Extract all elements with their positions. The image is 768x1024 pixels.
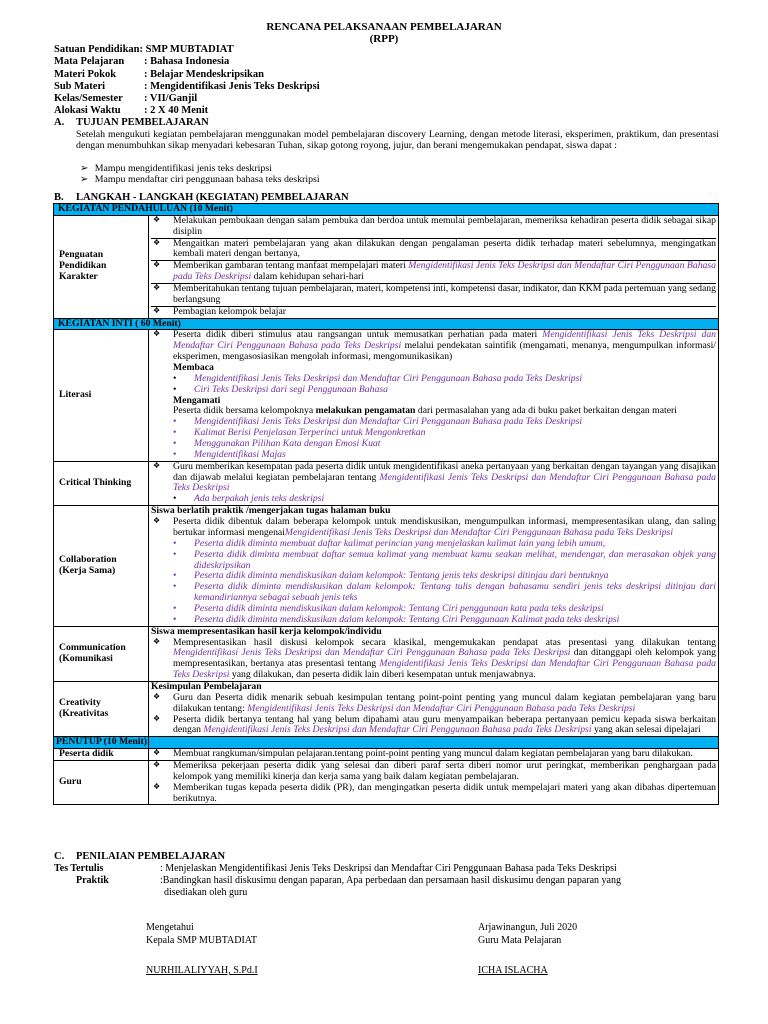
- literacy-activities: ❖ Peserta didik diberi stimulus atau rangsangan untuk memusatkan perhatian pada materi Mengidentifikasi Jenis Teks Deskripsi dan Mendaftar Ciri Penggunaan Bahasa pada Teks Deskripsi melalui pendekatan saintifik (mengamati, menanya, mengumpulkan informasi/ eksperimen, mengasosiasikan mengolah informasi, mengomunikasikan) Membaca • Mengidentifikasi Jenis Teks Deskripsi dan Mendaftar Ciri Penggunaan Bahasa pada Teks Deskripsi • Ciri Teks Deskripsi dari segi Penggunaan Bahasa Mengamati Peserta didik bersama kelompoknya melakukan pengamatan dari permasalahan yang ada di buku paket berkaitan dengan materi • Mengidentifikasi Jenis Teks Deskripsi dan Mendaftar Ciri Penggunaan Bahasa pada Teks Deskripsi • Kalimat Berisi Penjelasan Terperinci untuk Mengonkretkan • Menggunakan Pilihan Kata dengan Emosi Kuat • Mengidentifikasi Majas: [149, 330, 719, 461]
- section-b-title: LANGKAH - LANGKAH (KEGIATAN) PEMBELAJARAN: [76, 192, 349, 203]
- objective-item: [80, 174, 320, 186]
- teacher-closing-activities: ❖ Memeriksa pekerjaan peserta didik yang selesai dan diberi paraf serta diberi nomor urut peringkat, memberikan penghargaan pada kelompok yang memiliki kinerja dan kerja sama yang baik dalam kegiatan pembelajaran. ❖ Memberikan tugas kepada peserta didik (PR), dan mengingatkan peserta didik untuk mempelajari materi yang akan dibahas dipertemuan berikutnya.: [149, 760, 719, 804]
- student-label: Peserta didik: [54, 749, 149, 761]
- principal-name: NURHILALIYYAH, S.Pd.I: [146, 965, 258, 976]
- place-date: Arjawinangun, Juli 2020: [478, 922, 578, 933]
- character-label: Penguatan Pendidikan Karakter: [54, 215, 149, 318]
- creativity-activities: Kesimpulan Pembelajaran ❖ Guru dan Peserta didik menarik sebuah kesimpulan tentang point-point penting yang muncul dalam kegiatan pembelajaran yang baru dilakukan tentang: Mengidentifikasi Jenis Teks Deskripsi dan Mendaftar Ciri Penggunaan Bahasa pada Teks Deskripsi ❖ Peserta didik bertanya tentang hal yang belum dipahami atau guru menyampaikan beberapa pertanyaan pemicu kepada siswa berkaitan dengan Mengidentifikasi Jenis Teks Deskripsi dan Mendaftar Ciri Penggunaan Bahasa pada Teks Deskripsi yang akan selesai dipelajari: [149, 681, 719, 736]
- identity-block: [54, 44, 320, 118]
- activities-table: [53, 203, 719, 805]
- objective-item: [80, 163, 272, 175]
- communication-label: Communication (Komunikasi: [54, 626, 149, 681]
- time-label: Alokasi Waktu: [54, 105, 121, 117]
- subject-label: Mata Pelajaran: [54, 56, 125, 68]
- literacy-label: Literasi: [54, 330, 149, 461]
- time-value: : 2 X 40 Menit: [144, 105, 209, 117]
- topic-value: : Belajar Mendeskripsikan: [144, 68, 264, 80]
- critical-thinking-activities: ❖ Guru memberikan kesempatan pada peserta didik untuk mengidentifikasi aneka pertanyaan yang berkaitan dengan tayangan yang disajikan dan dijawab melalui kegiatan pembelajaran tentang Mengidentifikasi Jenis Teks Deskripsi dan Mendaftar Ciri Penggunaan Bahasa pada Teks Deskripsi • Ada berpakah jenis teks deskripsi: [149, 461, 719, 505]
- written-test-label: Tes Tertulis: [54, 863, 104, 874]
- diamond-icon: ❖: [153, 460, 161, 470]
- objective-intro: Setelah mengukuti kegiatan pembelajaran menggunakan model pembelajaran discovery Learning, dengan metode literasi, eksperimen, praktikum, dan presentasi dengan menumbuhkan sikap menyadari kebesaran Tuhan, sikap gotong royong, jujur, dan berani mengemukakan pendapat, siswa dapat :: [76, 129, 719, 152]
- core-header: KEGIATAN INTI ( 60 Menit): [54, 318, 719, 330]
- section-c-number: C.: [54, 851, 65, 862]
- written-test-value: : Menjelaskan Mengidentifikasi Jenis Teks Deskripsi dan Mendaftar Ciri Penggunaan Bahasa pada Teks Deskripsi: [160, 863, 617, 874]
- objective-item-text: Mampu mengidentifikasi jenis teks deskripsi: [94, 163, 272, 174]
- opening-activities: ❖ Melakukan pembukaan dengan salam pembuka dan berdoa untuk memulai pembelajaran, memeriksa kehadiran peserta didik sebagai sikap disiplin ❖ Mengaitkan materi pembelajaran yang akan dilakukan dengan pengalaman peserta didik terhadap materi sebelumnya, mengingatkan kembali materi dengan bertanya, ❖ Memberikan gambaran tentang manfaat mempelajari materi Mengidentifikasi Jenis Teks Deskripsi dan Mendaftar Ciri Penggunaan Bahasa pada Teks Deskripsi dalam kehidupan sehari-hari ❖ Memberitahukan tentang tujuan pembelajaran, materi, kompetensi inti, kompetensi dasar, indikator, dan KKM pada pertemuan yang sedang berlangsung ❖ Pembagian kelompok belajar: [149, 215, 719, 318]
- class-value: : VII/Ganjil: [144, 93, 198, 105]
- arrow-icon: ➢: [80, 163, 89, 174]
- bullet-icon: •: [173, 548, 177, 560]
- student-closing-activities: ❖ Membuat rangkuman/simpulan pelajaran.tentang point-point penting yang muncul dalam kegiatan pembelajaran yang baru dilakukan.: [149, 749, 719, 761]
- bullet-icon: •: [173, 438, 177, 450]
- document-title: RENCANA PELAKSANAAN PEMBELAJARAN: [266, 21, 502, 33]
- bullet-icon: •: [173, 372, 177, 384]
- creativity-label: Creativity (Kreativitas: [54, 681, 149, 736]
- diamond-icon: ❖: [153, 691, 161, 701]
- bullet-icon: •: [173, 383, 177, 395]
- practice-value-cont: disediakan oleh guru: [164, 887, 248, 898]
- subtopic-label: Sub Materi: [54, 80, 106, 92]
- diamond-icon: ❖: [153, 237, 161, 247]
- teacher-name: ICHA ISLACHA: [478, 965, 548, 976]
- diamond-icon: ❖: [153, 713, 161, 723]
- class-label: Kelas/Semester: [54, 93, 123, 105]
- teacher-title: Guru Mata Pelajaran: [478, 935, 562, 946]
- diamond-icon: ❖: [153, 283, 161, 293]
- bullet-icon: •: [173, 537, 177, 549]
- subtopic-value: : Mengidentifikasi Jenis Teks Deskripsi: [144, 80, 320, 92]
- diamond-icon: ❖: [153, 329, 161, 339]
- collaboration-label: Collaboration (Kerja Sama): [54, 506, 149, 626]
- diamond-icon: ❖: [153, 748, 161, 758]
- school-line: Satuan Pendidikan: SMP MUBTADIAT: [54, 44, 234, 55]
- practice-label: Praktik: [76, 875, 109, 886]
- diamond-icon: ❖: [153, 260, 161, 270]
- bullet-icon: •: [173, 613, 177, 625]
- diamond-icon: ❖: [153, 214, 161, 224]
- bullet-icon: •: [173, 427, 177, 439]
- section-a-title: TUJUAN PEMBELAJARAN: [76, 117, 209, 128]
- section-c-title: PENILAIAN PEMBELAJARAN: [76, 851, 226, 862]
- opening-header: KEGIATAN PENDAHULUAN (10 Menit): [54, 204, 719, 216]
- practice-value: :Bandingkan hasil diskusimu dengan paparan, Apa perbedaan dan persamaan hasil diskusimu dengan paparan yang: [160, 875, 621, 886]
- diamond-icon: ❖: [153, 781, 161, 791]
- objective-item-text: Mampu mendaftar ciri penggunaan bahasa teks deskripsi: [94, 174, 320, 185]
- subject-value: : Bahasa Indonesia: [144, 56, 230, 68]
- communication-activities: Siswa mempresentasikan hasil kerja kelompok/individu ❖ Mempresentasikan hasil diskusi kelompok secara klasikal, mengemukakan pendapat atas presentasi yang dilakukan tentang Mengidentifikasi Jenis Teks Deskripsi dan Mendaftar Ciri Penggunaan Bahasa pada Teks Deskripsi dan ditanggapi oleh kelompok yang mempresentasikan, bertanya atas presentasi tentang Mengidentifikasi Jenis Teks Deskripsi dan Mendaftar Ciri Penggunaan Bahasa pada Teks Deskripsi yang dilakukan, dan peserta didik lain diberi kesempatan untuk menjawabnya.: [149, 626, 719, 681]
- bullet-icon: •: [173, 448, 177, 460]
- closing-header: PENUTUP (10 Menit): [54, 737, 149, 749]
- section-b-number: B.: [54, 192, 64, 203]
- teacher-label: Guru: [54, 760, 149, 804]
- diamond-icon: ❖: [153, 636, 161, 646]
- bullet-icon: •: [173, 493, 177, 505]
- diamond-icon: ❖: [153, 759, 161, 769]
- critical-thinking-label: Critical Thinking: [54, 461, 149, 505]
- section-a-number: A.: [54, 117, 65, 128]
- acknowledged-label: Mengetahui: [146, 922, 194, 933]
- bullet-icon: •: [173, 581, 177, 593]
- arrow-icon: ➢: [80, 174, 89, 185]
- diamond-icon: ❖: [153, 516, 161, 526]
- collaboration-activities: Siswa berlatih praktik /mengerjakan tugas halaman buku ❖ Peserta didik dibentuk dalam beberapa kelompok untuk mendiskusikan, mengumpulkan informasi, mempresentasikan ulang, dan saling bertukar informasi mengenaiMengidentifikasi Jenis Teks Deskripsi dan Mendaftar Ciri Penggunaan Bahasa pada Teks Deskripsi • Peserta didik diminta membuat daftar kalimat perincian yang menjelaskan kalimat lain yang lebih umum, • Peserta didik diminta membuat daftar semua kalimat yang membuat kamu seakan melihat, mendengar, dan merasakan objek yang dideskripsikan • Peserta didik diminta mendiskusikan dalam kelompok: Tentang jenis teks deskripsi ditinjau dari bentuknya • Peserta didik diminta mendiskusikan dalam kelompok: Tentang tulis dengan bahasamu sendiri jenis teks deskripsi ditinjau dari kemandiriannya sebagai sebuah jenis teks • Peserta didik diminta mendiskusikan dalam kelompok: Tentang Ciri penggunaan kata pada teks deskripsi • Peserta didik diminta mendiskusikan dalam kelompok: Tentang Ciri Penggunaan Kalimat pada teks deskripsi: [149, 506, 719, 626]
- bullet-icon: •: [173, 416, 177, 428]
- diamond-icon: ❖: [153, 305, 161, 315]
- topic-label: Materi Pokok: [54, 68, 117, 80]
- principal-title: Kepala SMP MUBTADIAT: [146, 935, 258, 946]
- document-subtitle: (RPP): [369, 33, 399, 45]
- bullet-icon: •: [173, 570, 177, 582]
- bullet-icon: •: [173, 602, 177, 614]
